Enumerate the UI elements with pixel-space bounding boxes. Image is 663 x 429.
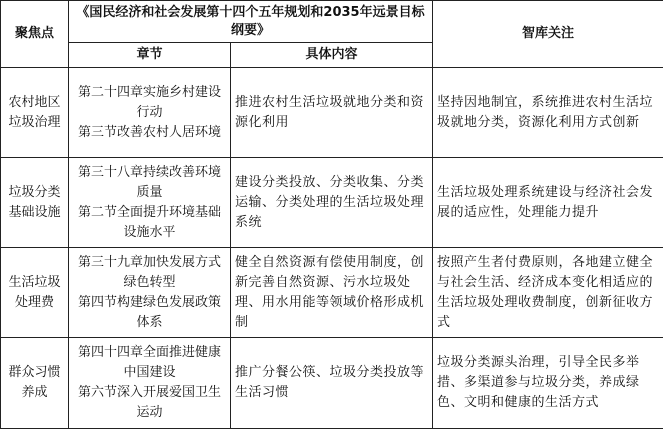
focus-cell: 垃圾分类基础设施 bbox=[1, 158, 69, 248]
content-cell: 健全自然资源有偿使用制度，创新完善自然资源、污水垃圾处理、用水用能等领域价格形成机制 bbox=[231, 248, 433, 338]
chapter-cell bbox=[69, 248, 231, 338]
content-cell: 推进农村生活垃圾就地分类和资源化利用 bbox=[231, 68, 433, 158]
header-row-1 bbox=[1, 1, 663, 43]
chapter-title: 第三十九章加快发展方式绿色转型 bbox=[73, 253, 226, 293]
chapter-cell bbox=[69, 68, 231, 158]
header-focus: 聚焦点 bbox=[1, 1, 69, 68]
table-row bbox=[1, 158, 663, 248]
think-tank-cell: 按照产生者付费原则，各地建立健全与社会生活、经济成本变化相适应的生活垃圾处理收费制度，创新征收方式 bbox=[433, 248, 663, 338]
section-title: 第四节构建绿色发展政策体系 bbox=[73, 293, 226, 333]
section-title: 第二节全面提升环境基础设施水平 bbox=[73, 203, 226, 243]
section-title: 第六节深入开展爱国卫生运动 bbox=[73, 383, 226, 423]
chapter-cell bbox=[69, 158, 231, 248]
chapter-title: 第二十四章实施乡村建设行动 bbox=[73, 83, 226, 123]
chapter-title: 第三十八章持续改善环境质量 bbox=[73, 163, 226, 203]
chapter-title: 第四十四章全面推进健康中国建设 bbox=[73, 343, 226, 383]
focus-cell: 生活垃圾处理费 bbox=[1, 248, 69, 338]
chapter-cell bbox=[69, 338, 231, 429]
focus-cell: 农村地区垃圾治理 bbox=[1, 68, 69, 158]
think-tank-cell: 垃圾分类源头治理，引导全民多举措、多渠道参与垃圾分类，养成绿色、文明和健康的生活方式 bbox=[433, 338, 663, 429]
table-row bbox=[1, 248, 663, 338]
header-content: 具体内容 bbox=[231, 43, 433, 68]
header-chapter: 章节 bbox=[69, 43, 231, 68]
content-cell: 建设分类投放、分类收集、分类运输、分类处理的生活垃圾处理系统 bbox=[231, 158, 433, 248]
table-row bbox=[1, 338, 663, 429]
focus-cell: 群众习惯养成 bbox=[1, 338, 69, 429]
table-row bbox=[1, 68, 663, 158]
header-plan-title: 《国民经济和社会发展第十四个五年规划和2035年远景目标纲要》 bbox=[69, 1, 433, 43]
section-title: 第三节改善农村人居环境 bbox=[73, 123, 226, 143]
header-think-tank: 智库关注 bbox=[433, 1, 663, 68]
content-cell: 推广分餐公筷、垃圾分类投放等生活习惯 bbox=[231, 338, 433, 429]
think-tank-cell: 坚持因地制宜，系统推进农村生活垃圾就地分类，资源化利用方式创新 bbox=[433, 68, 663, 158]
think-tank-cell: 生活垃圾处理系统建设与经济社会发展的适应性，处理能力提升 bbox=[433, 158, 663, 248]
